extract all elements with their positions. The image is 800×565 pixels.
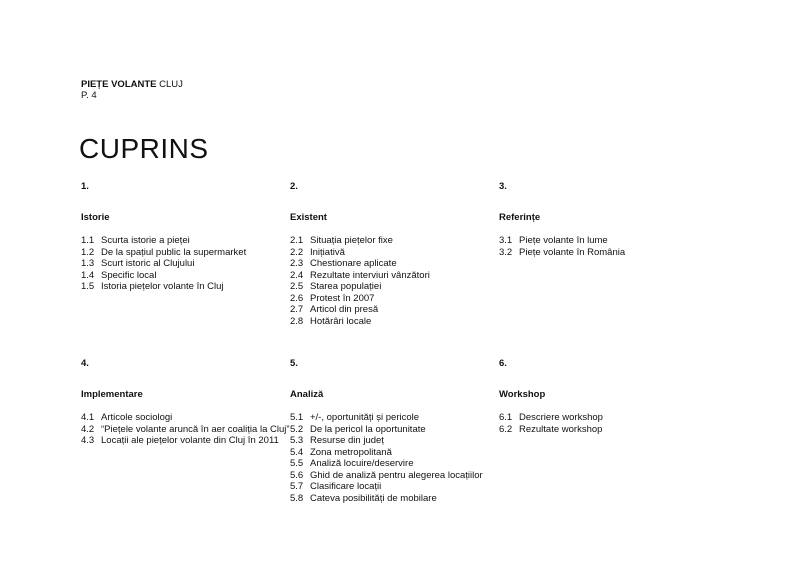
publication-title-bold: PIEȚE VOLANTE — [81, 79, 157, 90]
toc-item[interactable] — [290, 424, 483, 436]
item-number: 2.5 — [290, 281, 304, 292]
toc-item[interactable] — [290, 447, 483, 459]
section-title: Workshop — [499, 389, 546, 400]
item-number: 2.2 — [290, 246, 304, 258]
item-text: Rezultate workshop — [519, 423, 603, 435]
toc-item[interactable] — [290, 435, 483, 447]
page-title: CUPRINS — [79, 133, 209, 164]
section-title: Analiză — [290, 389, 324, 400]
toc-item[interactable] — [290, 247, 430, 259]
section-number: 1. — [81, 181, 89, 192]
page-number: P. 4 — [81, 90, 97, 101]
item-number: 2.1 — [290, 235, 304, 246]
item-text: Piețe volante în lume — [519, 235, 608, 246]
section-number: 2. — [290, 181, 298, 192]
section-items — [499, 235, 625, 258]
item-text: Chestionare aplicate — [310, 258, 397, 269]
item-number: 2.6 — [290, 292, 304, 304]
item-text: Locații ale piețelor volante din Cluj în 2011 — [101, 435, 279, 446]
toc-section-1 — [81, 181, 286, 292]
item-number: 2.7 — [290, 304, 304, 315]
item-text: Istoria piețelor volante în Cluj — [101, 281, 224, 292]
section-items — [290, 235, 430, 327]
item-text: Articol din presă — [310, 304, 379, 315]
toc-item[interactable] — [290, 493, 483, 505]
toc-item[interactable] — [499, 235, 625, 247]
toc-section-2 — [290, 181, 495, 327]
item-number: 5.8 — [290, 492, 304, 504]
section-number: 5. — [290, 358, 298, 369]
item-text: Clasificare locații — [310, 481, 382, 492]
item-number: 3.2 — [499, 246, 513, 258]
publication-title — [81, 79, 183, 90]
item-text: Scurta istorie a pieței — [101, 235, 190, 246]
item-text: Analiză locuire/deservire — [310, 458, 414, 469]
item-text: De la pericol la oportunitate — [310, 423, 426, 435]
toc-item[interactable] — [81, 435, 290, 447]
toc-item[interactable] — [290, 481, 483, 493]
section-items — [81, 235, 246, 293]
toc-item[interactable] — [290, 316, 430, 328]
item-number: 1.4 — [81, 269, 95, 281]
item-number: 5.4 — [290, 446, 304, 458]
item-number: 1.1 — [81, 235, 95, 246]
item-number: 5.2 — [290, 423, 304, 435]
toc-item[interactable] — [81, 270, 246, 282]
toc-item[interactable] — [290, 304, 430, 316]
item-number: 4.1 — [81, 412, 95, 423]
toc-item[interactable] — [81, 235, 246, 247]
item-text: Zona metropolitană — [310, 446, 392, 458]
toc-item[interactable] — [499, 247, 625, 259]
toc-item[interactable] — [290, 412, 483, 424]
item-number: 2.8 — [290, 315, 304, 327]
item-text: Resurse din județ — [310, 435, 384, 446]
section-title: Referințe — [499, 212, 541, 223]
toc-item[interactable] — [290, 270, 430, 282]
item-text: Hotărâri locale — [310, 315, 372, 327]
toc-item[interactable] — [81, 424, 290, 436]
item-number: 3.1 — [499, 235, 513, 246]
section-title: Implementare — [81, 389, 143, 400]
toc-section-6 — [499, 358, 704, 435]
item-text: Protest în 2007 — [310, 292, 375, 304]
section-number: 3. — [499, 181, 507, 192]
item-text: +/-, oportunități și pericole — [310, 412, 420, 423]
item-number: 5.5 — [290, 458, 304, 469]
item-number: 1.3 — [81, 258, 95, 269]
publication-title-rest: CLUJ — [156, 79, 183, 90]
section-title: Existent — [290, 212, 327, 223]
item-text: “Piețele volante aruncă în aer coaliția la Cluj” — [101, 423, 290, 435]
toc-item[interactable] — [290, 235, 430, 247]
toc-item[interactable] — [81, 412, 290, 424]
toc-item[interactable] — [81, 281, 246, 293]
toc-section-3 — [499, 181, 704, 258]
item-number: 2.3 — [290, 258, 304, 269]
item-number: 5.7 — [290, 481, 304, 492]
item-number: 2.4 — [290, 269, 304, 281]
toc-item[interactable] — [81, 258, 246, 270]
toc-section-5 — [290, 358, 495, 504]
item-number: 4.2 — [81, 423, 95, 435]
section-items — [290, 412, 483, 504]
item-text: De la spațiul public la supermarket — [101, 246, 247, 258]
item-number: 5.3 — [290, 435, 304, 446]
section-items — [499, 412, 603, 435]
item-number: 6.1 — [499, 412, 513, 423]
section-title: Istorie — [81, 212, 110, 223]
item-number: 6.2 — [499, 423, 513, 435]
toc-item[interactable] — [290, 458, 483, 470]
toc-item[interactable] — [290, 281, 430, 293]
item-text: Piețe volante în România — [519, 246, 626, 258]
item-text: Inițiativă — [310, 246, 345, 258]
item-text: Situația piețelor fixe — [310, 235, 393, 246]
section-number: 6. — [499, 358, 507, 369]
item-text: Ghid de analiză pentru alegerea locațiilor — [310, 469, 483, 481]
item-text: Articole sociologi — [101, 412, 173, 423]
item-number: 5.6 — [290, 469, 304, 481]
item-text: Specific local — [101, 269, 157, 281]
toc-item[interactable] — [290, 293, 430, 305]
item-number: 4.3 — [81, 435, 95, 446]
item-text: Cateva posibilități de mobilare — [310, 492, 437, 504]
section-number: 4. — [81, 358, 89, 369]
item-text: Descriere workshop — [519, 412, 603, 423]
toc-item[interactable] — [499, 424, 603, 436]
toc-item[interactable] — [81, 247, 246, 259]
item-text: Rezultate interviuri vânzători — [310, 269, 430, 281]
toc-section-4 — [81, 358, 290, 446]
toc-item[interactable] — [290, 470, 483, 482]
toc-item[interactable] — [290, 258, 430, 270]
page-header — [81, 79, 183, 101]
item-text: Scurt istoric al Clujului — [101, 258, 195, 269]
item-number: 1.5 — [81, 281, 95, 292]
toc-item[interactable] — [499, 412, 603, 424]
item-number: 1.2 — [81, 246, 95, 258]
item-text: Starea populației — [310, 281, 382, 292]
section-items — [81, 412, 290, 447]
item-number: 5.1 — [290, 412, 304, 423]
